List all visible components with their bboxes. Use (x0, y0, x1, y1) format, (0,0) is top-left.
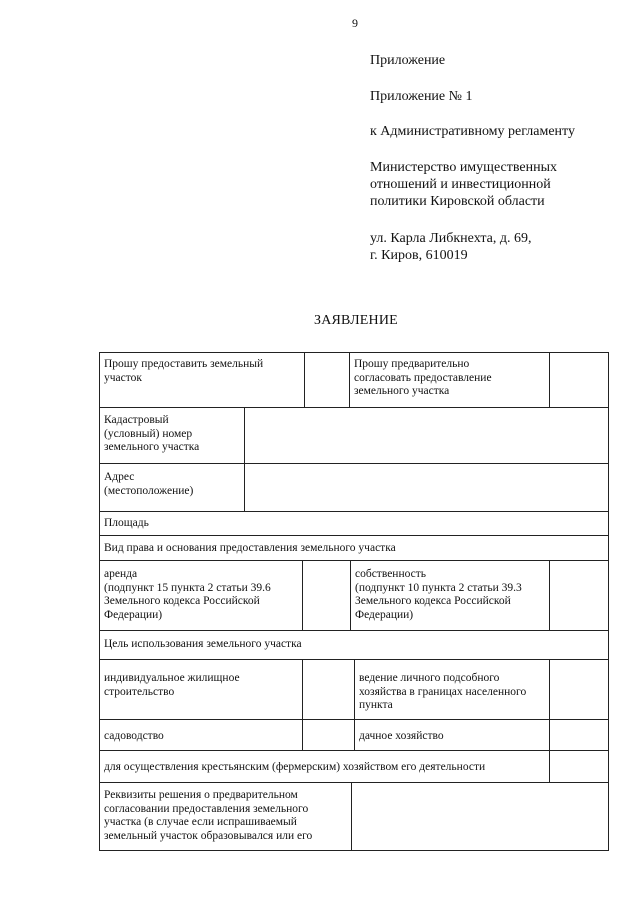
area-field[interactable] (245, 512, 608, 535)
text-line: хозяйства в границах населенного (359, 685, 527, 698)
header-appendix: Приложение (370, 53, 446, 68)
text-line: (подпункт 15 пункта 2 статьи 39.6 (104, 581, 271, 594)
text-line: земельный участок образовывался или его (104, 829, 313, 842)
address-field[interactable] (245, 464, 608, 511)
ownership-checkbox[interactable] (550, 561, 608, 630)
text-line: Прошу предоставить земельный (104, 358, 264, 370)
text-line: (подпункт 10 пункта 2 статьи 39.3 (355, 581, 522, 594)
text-line: участок (104, 371, 142, 384)
text-line: согласовать предоставление (354, 371, 492, 384)
text-line: согласовании предоставления земельного (104, 802, 309, 815)
text-line: пункта (359, 699, 393, 711)
text-line: (местоположение) (104, 484, 194, 497)
text-line: Земельного кодекса Российской (104, 595, 260, 607)
address-label (100, 469, 244, 500)
gardening-checkbox[interactable] (303, 720, 354, 750)
purpose-header: Цель использования земельного участка (104, 638, 302, 650)
header-appendix-number: Приложение № 1 (370, 89, 473, 104)
ownership-label (351, 566, 549, 624)
text-line: индивидуальное жилищное (104, 672, 240, 684)
text-line: Адрес (104, 471, 135, 483)
dacha-label: дачное хозяйство (359, 730, 444, 742)
text-line: (условный) номер (104, 427, 193, 440)
text-line: Реквизиты решения о предварительном (104, 789, 298, 801)
ministry-line: политики Кировской области (370, 194, 545, 209)
header-address (370, 230, 531, 264)
area-label: Площадь (104, 517, 149, 529)
document-title: ЗАЯВЛЕНИЕ (314, 313, 398, 328)
cadastral-number-field[interactable] (245, 408, 608, 463)
individual-housing-checkbox[interactable] (303, 660, 354, 719)
text-line: Федерации) (355, 608, 414, 621)
private-farm-label (355, 670, 549, 715)
request-provide-label (100, 356, 304, 387)
text-line: Кадастровый (104, 414, 169, 426)
ministry-line: отношений и инвестиционной (370, 177, 551, 192)
text-line: ведение личного подсобного (359, 672, 500, 684)
request-preapprove-checkbox[interactable] (550, 353, 608, 407)
individual-housing-label (100, 670, 302, 701)
peasant-farm-label: для осуществления крестьянским (фермерским) хозяйством его деятельности (104, 761, 486, 773)
text-line: земельного участка (104, 441, 200, 453)
text-line: собственность (355, 568, 427, 580)
header-ministry (370, 159, 557, 210)
ministry-line: Министерство имущественных (370, 160, 557, 175)
text-line: Земельного кодекса Российской (355, 595, 511, 607)
gardening-label: садоводство (104, 730, 164, 742)
text-line: участка (в случае если испрашиваемый (104, 816, 297, 828)
dacha-checkbox[interactable] (550, 720, 608, 750)
requisites-field[interactable] (352, 783, 608, 850)
text-line: строительство (104, 685, 175, 698)
page-number: 9 (352, 16, 358, 30)
lease-label (100, 566, 302, 624)
text-line: земельного участка (354, 385, 450, 397)
text-line: Федерации) (104, 608, 163, 621)
peasant-farm-checkbox[interactable] (550, 751, 608, 782)
request-provide-checkbox[interactable] (305, 353, 349, 407)
requisites-label (100, 787, 351, 845)
header-regulation: к Административному регламенту (370, 124, 575, 139)
address-line: ул. Карла Либкнехта, д. 69, (370, 231, 532, 246)
cadastral-number-label (100, 412, 244, 457)
private-farm-checkbox[interactable] (550, 660, 608, 719)
text-line: аренда (104, 568, 138, 580)
lease-checkbox[interactable] (303, 561, 350, 630)
address-line: г. Киров, 610019 (370, 248, 468, 263)
request-preapprove-label (350, 356, 549, 401)
text-line: Прошу предварительно (354, 358, 470, 370)
right-type-header: Вид права и основания предоставления земельного участка (104, 542, 396, 554)
